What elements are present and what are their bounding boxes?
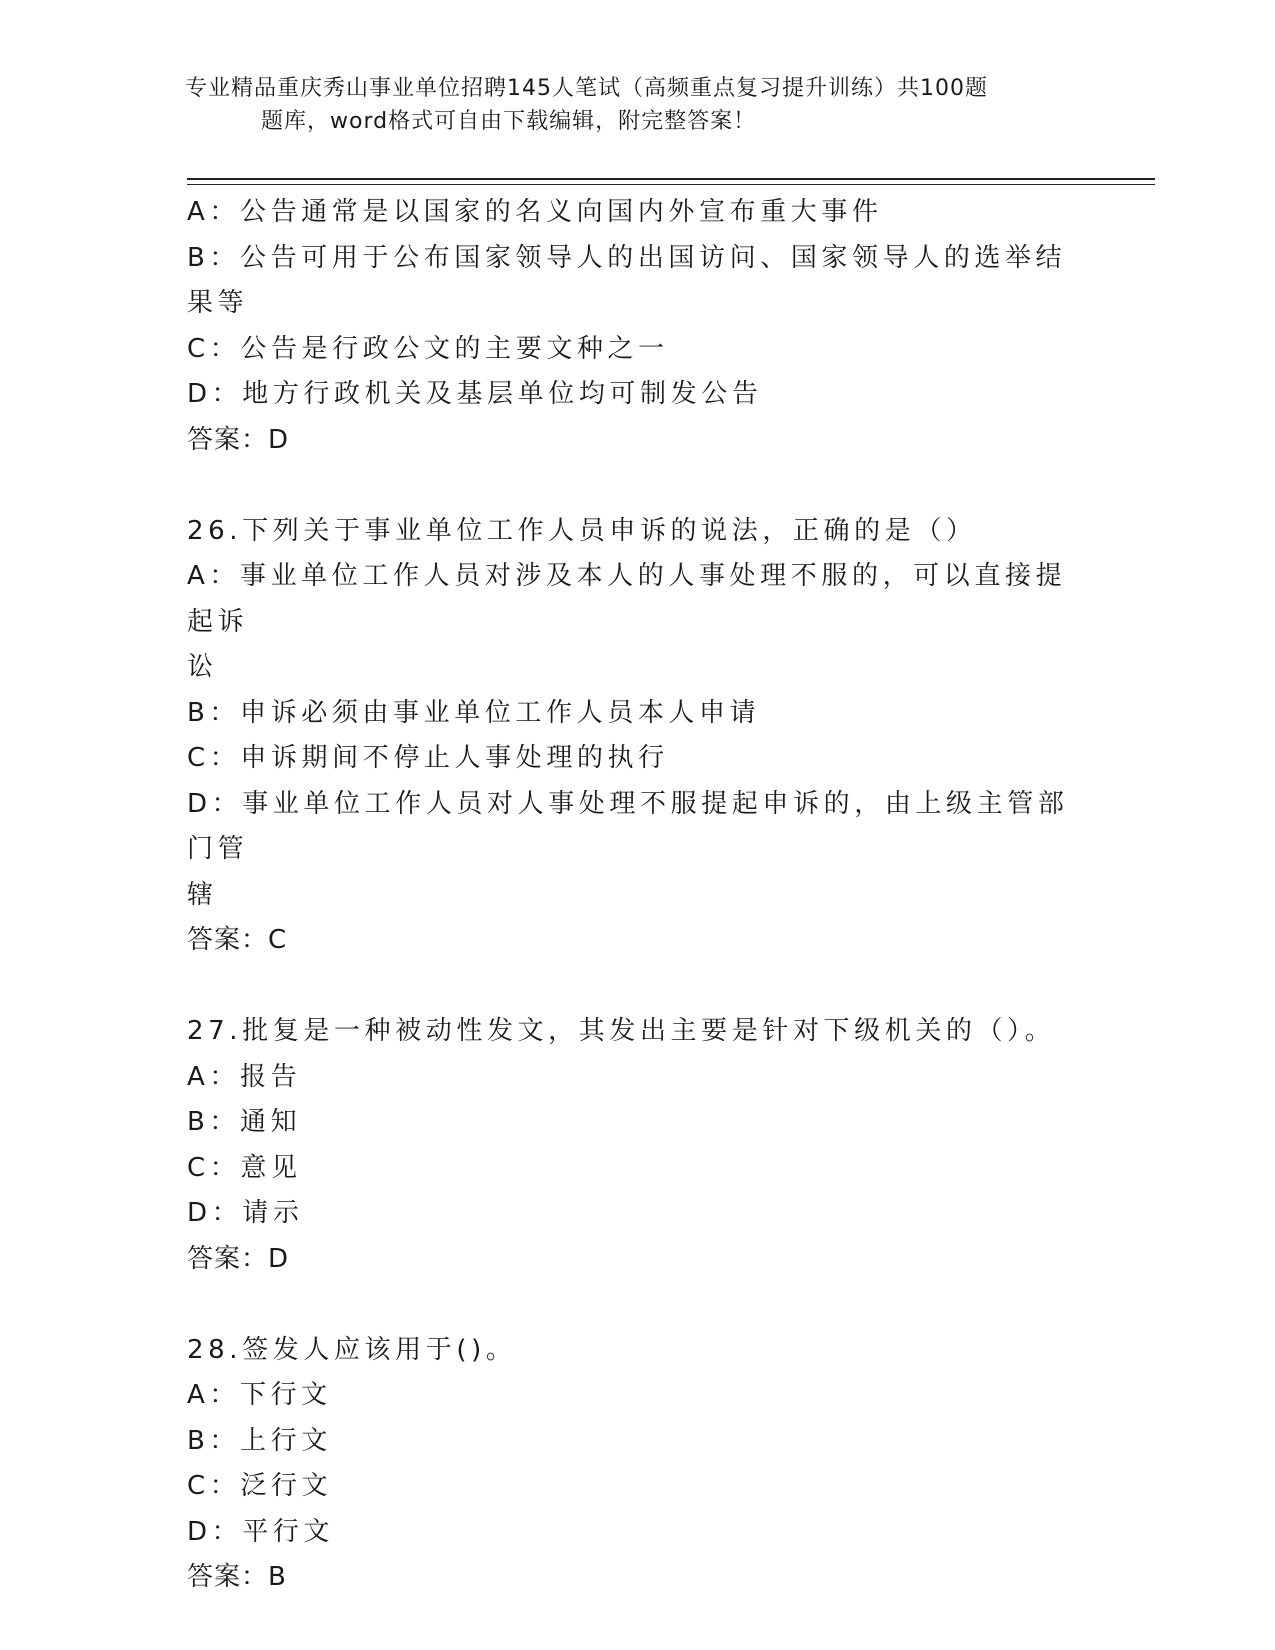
q28-option-d: D：平行文 bbox=[187, 1516, 335, 1547]
q27-option-d: D：请示 bbox=[187, 1198, 304, 1228]
header-title-line2: 题库，word格式可自由下载编辑，附完整答案！ bbox=[261, 109, 757, 134]
q28-answer: 答案：B bbox=[187, 1562, 287, 1592]
q28-option-b: B：上行文 bbox=[187, 1425, 332, 1456]
q26-option-d-line1: D：事业单位工作人员对人事处理不服提起申诉的，由上级主管部门管 bbox=[187, 788, 1069, 864]
q25-option-c: C：公告是行政公文的主要文种之一 bbox=[187, 333, 669, 364]
header-title-line1: 专业精品重庆秀山事业单位招聘145人笔试（高频重点复习提升训练）共100题 bbox=[185, 76, 988, 101]
q26-option-d-line2: 辖 bbox=[187, 879, 218, 910]
question-27-block bbox=[187, 1009, 1087, 1282]
header-divider-thick bbox=[187, 178, 1155, 180]
q25-answer: 答案：D bbox=[187, 424, 290, 455]
spacer bbox=[187, 1282, 1087, 1328]
q27-option-c: C：意见 bbox=[187, 1152, 302, 1183]
spacer bbox=[187, 463, 1087, 509]
q28-question: 28.签发人应该用于()。 bbox=[187, 1334, 517, 1365]
q26-answer: 答案：C bbox=[187, 925, 288, 955]
q27-question: 27.批复是一种被动性发文，其发出主要是针对下级机关的（）。 bbox=[187, 1016, 1056, 1046]
q25-option-d: D：地方行政机关及基层单位均可制发公告 bbox=[187, 379, 763, 409]
spacer bbox=[187, 964, 1087, 1010]
q26-option-c: C：申诉期间不停止人事处理的执行 bbox=[187, 743, 669, 773]
question-26-block bbox=[187, 509, 1087, 964]
q26-option-b: B：申诉必须由事业单位工作人员本人申请 bbox=[187, 697, 761, 728]
q28-option-c: C：泛行文 bbox=[187, 1471, 333, 1501]
question-25-block bbox=[187, 190, 1087, 463]
header-divider-thin bbox=[187, 184, 1155, 185]
q27-option-b: B：通知 bbox=[187, 1107, 302, 1137]
q27-answer: 答案：D bbox=[187, 1243, 290, 1274]
q27-option-a: A：报告 bbox=[187, 1061, 302, 1092]
q26-option-a-line1: A：事业单位工作人员对涉及本人的人事处理不服的，可以直接提起诉 bbox=[187, 561, 1067, 637]
q28-option-a: A：下行文 bbox=[187, 1380, 332, 1410]
q26-option-a-line2: 讼 bbox=[187, 652, 218, 682]
q25-option-a: A：公告通常是以国家的名义向国内外宣布重大事件 bbox=[187, 197, 883, 227]
q25-option-b: B：公告可用于公布国家领导人的出国访问、国家领导人的选举结果等 bbox=[187, 242, 1067, 318]
question-content bbox=[187, 190, 1087, 1601]
q26-question: 26.下列关于事业单位工作人员申诉的说法，正确的是（） bbox=[187, 515, 977, 546]
document-header bbox=[185, 72, 1085, 138]
question-28-block bbox=[187, 1328, 1087, 1601]
